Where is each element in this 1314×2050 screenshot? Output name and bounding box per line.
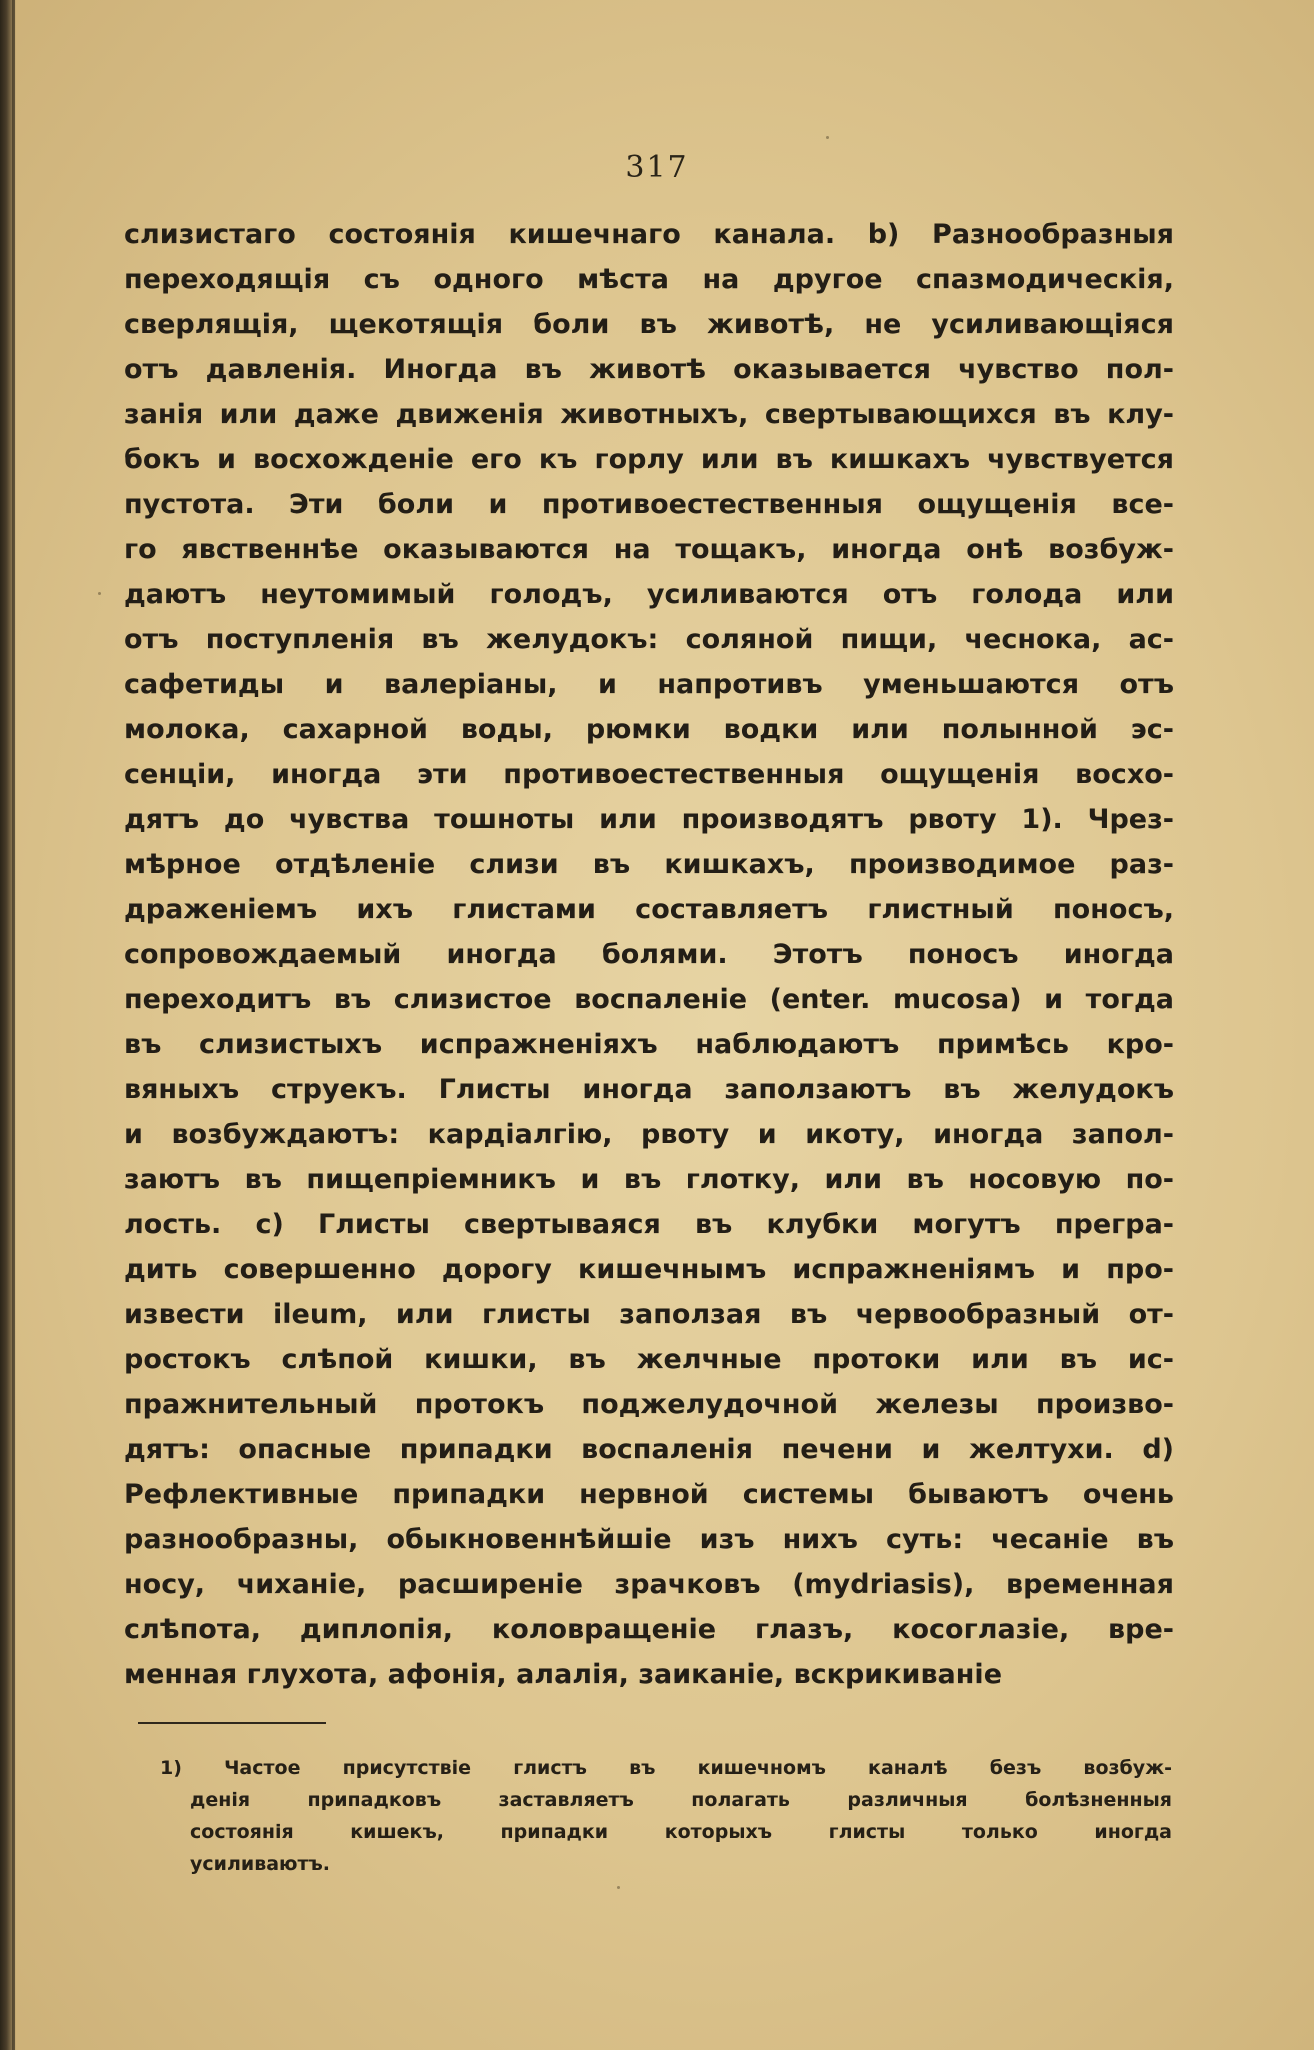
text-line: мѣрное отдѣленіе слизи въ кишкахъ, производимое раз- — [124, 849, 1174, 880]
text-line: пустота. Эти боли и противоестественныя ощущенія все- — [124, 489, 1174, 520]
text-line: даютъ неутомимый голодъ, усиливаются отъ голода или — [124, 579, 1174, 610]
text-line: дятъ до чувства тошноты или производятъ рвоту 1). Чрез- — [124, 804, 1174, 835]
text-line: Рефлективные припадки нервной системы бываютъ очень — [124, 1479, 1174, 1510]
text-line: сафетиды и валеріаны, и напротивъ уменьшаются отъ — [124, 669, 1174, 700]
text-line: въ слизистыхъ испражненіяхъ наблюдаютъ примѣсь кро- — [124, 1029, 1174, 1060]
text-line: вяныхъ струекъ. Глисты иногда заползаютъ въ желудокъ — [124, 1074, 1174, 1105]
text-line: переходящія съ одного мѣста на другое спазмодическія, — [124, 264, 1174, 295]
text-line: занія или даже движенія животныхъ, свертывающихся въ клу- — [124, 399, 1174, 430]
text-line: пражнительный протокъ поджелудочной железы произво- — [124, 1389, 1174, 1420]
footnote-line: состоянія кишекъ, припадки которыхъ глисты только иногда — [190, 1821, 1172, 1843]
text-line: менная глухота, афонія, алалія, заиканіе, вскрикиваніе — [124, 1659, 1003, 1690]
text-line: сенціи, иногда эти противоестественныя ощущенія восхо- — [124, 759, 1174, 790]
text-line: драженіемъ ихъ глистами составляетъ глистный поносъ, — [124, 894, 1174, 925]
paper-speck — [98, 592, 101, 595]
page-number: 317 — [625, 150, 689, 185]
footnote-line: денія припадковъ заставляетъ полагать различныя болѣзненныя — [190, 1789, 1172, 1811]
footnote-separator-rule — [138, 1722, 326, 1724]
book-binding-edge — [12, 0, 15, 2050]
paper-speck — [617, 1886, 620, 1889]
footnote — [160, 1752, 1172, 1880]
text-line: бокъ и восхожденіе его къ горлу или въ кишкахъ чувствуется — [124, 444, 1174, 475]
text-line: слѣпота, диплопія, коловращеніе глазъ, косоглазіе, вре- — [124, 1614, 1174, 1645]
footnote-line: усиливаютъ. — [190, 1853, 331, 1875]
footnote-line: 1) Частое присутствіе глистъ въ кишечномъ каналѣ безъ возбуж- — [160, 1757, 1172, 1779]
text-line: дятъ: опасные припадки воспаленія печени и желтухи. d) — [124, 1434, 1174, 1465]
text-line: отъ давленія. Иногда въ животѣ оказывается чувство пол- — [124, 354, 1174, 385]
text-line: молока, сахарной воды, рюмки водки или полынной эс- — [124, 714, 1174, 745]
text-line: извести ileum, или глисты заползая въ червообразный от- — [124, 1299, 1174, 1330]
text-line: заютъ въ пищепріемникъ и въ глотку, или въ носовую по- — [124, 1164, 1174, 1195]
paper-speck — [826, 136, 829, 139]
text-line: ростокъ слѣпой кишки, въ желчные протоки или въ ис- — [124, 1344, 1174, 1375]
text-line: слизистаго состоянія кишечнаго канала. b) Разнообразныя — [124, 219, 1174, 250]
text-line: носу, чиханіе, расширеніе зрачковъ (mydriasis), временная — [124, 1569, 1174, 1600]
text-line: разнообразны, обыкновеннѣйшіе изъ нихъ суть: чесаніе въ — [124, 1524, 1174, 1555]
text-line: отъ поступленія въ желудокъ: соляной пищи, чеснока, ас- — [124, 624, 1174, 655]
text-line: переходитъ въ слизистое воспаленіе (enter. mucosa) и тогда — [124, 984, 1174, 1015]
text-line: го явственнѣе оказываются на тощакъ, иногда онѣ возбуж- — [124, 534, 1174, 565]
text-line: лость. c) Глисты свертываяся въ клубки могутъ прегра- — [124, 1209, 1174, 1240]
text-line: дить совершенно дорогу кишечнымъ испражненіямъ и про- — [124, 1254, 1174, 1285]
text-line: сверлящія, щекотящія боли въ животѣ, не усиливающіяся — [124, 309, 1174, 340]
text-line: и возбуждаютъ: кардіалгію, рвоту и икоту, иногда запол- — [124, 1119, 1174, 1150]
text-line: сопровождаемый иногда болями. Этотъ поносъ иногда — [124, 939, 1174, 970]
body-text — [124, 212, 1174, 1697]
